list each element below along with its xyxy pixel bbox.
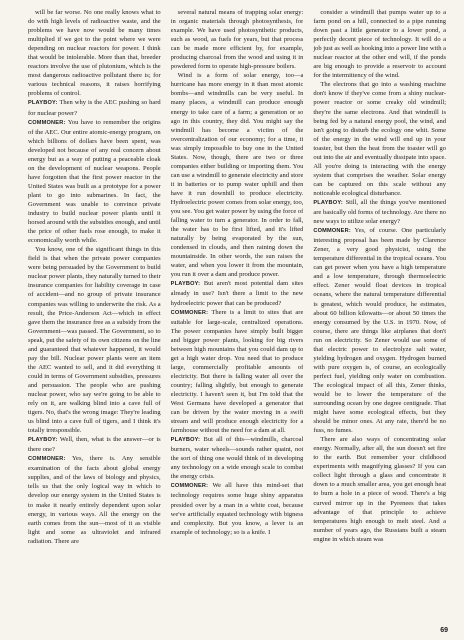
speaker-label: COMMONER: xyxy=(170,483,209,490)
paragraph-text: You know, one of the significant things in this field is that when the private power companies were being persuaded by the Government to build nuclear power plants, they naturally turned to their insurance companies for liability coverage in case of accident—and no group of private insurance companies was willing to underwrite the risk. As a result, the Price-Anderson Act—which in effect gave them the insurance free as a subsidy from the Government—was passed. The Government, so to speak, put the safety of its own citizens on the line and guaranteed that whatever happened, it would pay the bill. Nuclear power plants were an item the AEC wanted to sell, and it did everything it could in terms of Government subsidies, pressures and persuasion. The people who are pushing nuclear power, who say we're going to be able to rely on it, are walking blind into a cave full of tigers. No, that's the wrong image: They're leading us blind into a cave full of tigers, and I think it's totally irresponsible. xyxy=(28,246,161,435)
dialogue-paragraph xyxy=(313,226,446,435)
paragraph-text: The electrons that go into a washing machine don't know if they've come from a shiny nuclear-power reactor or some creaky old windmill; they're the same electrons. And that windmill is being fed by a natural energy pool, the wind, and isn't going to disturb the ecology one whit. Some of the energy in the wind will end up in your toaster, but then the heat from the toaster will go out into the air and eventually dissipate into space. All you're doing is interacting with the energy system that comprises the weather. Solar energy can be captured on this scale without any noticeable ecological disturbance. xyxy=(313,81,447,197)
speaker-label: PLAYBOY: xyxy=(170,437,201,444)
paragraph-text: several natural means of trapping solar energy: in organic materials through photosynthesis, for example. We have used photosynthetic products, such as wood, as fuels for years, but that process can be made more efficient by, for example, producing charcoal from the wood and using it in powdered form to operate high-pressure boilers. xyxy=(170,9,304,71)
paragraph-text: consider a windmill that pumps water up to a farm pond on a hill, connected to a pipe running down past a little generator to a lower pond, a perfectly decent piece of technology. It will do a job just as well as hooking into a power line with a nuclear reactor at the other end will, if the ponds are big enough to provide a reservoir to account for the intermittency of the wind. xyxy=(313,9,447,80)
text-column xyxy=(28,8,161,628)
body-paragraph xyxy=(171,8,304,71)
text-column xyxy=(171,8,304,628)
dialogue-paragraph xyxy=(28,98,161,117)
paragraph-text: Then why is the AEC pushing so hard for nuclear power? xyxy=(28,99,161,117)
speaker-label: PLAYBOY: xyxy=(28,100,58,107)
paragraph-text: Still, all the things you've mentioned are basically old forms of technology. Are there no new ways to utilize solar energy? xyxy=(313,198,447,226)
dialogue-paragraph xyxy=(313,198,446,226)
paragraph-text: But all of this—windmills, charcoal burners, water wheels—sounds rather quaint, not the sort of thing one would think of in developing any technology on a wide enough scale to combat the energy crisis. xyxy=(170,436,304,481)
paragraph-text: Yes, there is. Any sensible examination of the facts about global energy supplies, and of the laws of biology and physics, tells us that the only logical way in which to develop our energy system in the United States is to make it nearly entirely dependent upon solar energy, in various ways. All the energy on the earth comes from the sun—most of it as visible light and some as ultraviolet and infrared radiation. There are xyxy=(28,455,161,545)
dialogue-paragraph xyxy=(28,435,161,454)
speaker-label: COMMONER: xyxy=(313,228,351,235)
dialogue-paragraph xyxy=(28,454,161,545)
body-paragraph xyxy=(28,245,161,435)
body-paragraph xyxy=(313,80,446,198)
paragraph-text: You have to remember the origins of the AEC. Our entire atomic-energy program, on which billions of dollars have been spent, was developed not because of any real concern about energy but as a way of putting a peaceable cloak on the development of nuclear weapons. People have forgotten that the first power reactor in the United States was built as a prototype for a power plant to go into submarines. In fact, the Government was unable to convince private industry to build nuclear power plants until it horsed around with the subsidies enough, and until the price of other fuels rose enough, to make it economically worth while. xyxy=(28,118,161,245)
paragraph-text: Well, then, what is the answer—or is there one? xyxy=(28,436,161,454)
paragraph-text: Yes, of course. One particularly interesting proposal has been made by Clarence Zener, a very good physicist, using the temperature differential in the tropical oceans. You can get power when you have a high temperature and a low temperature, through thermoelectric effect. Zener would float devices in tropical oceans, where the natural temperature differential is greatest, which would produce, he estimates, about 60 billion kilowatts—or about 50 times the energy consumed by the U.S. in 1970. Now, of course, there are things like airplanes that don't run on electricity. So Zener would use some of that electric power to electrolyze salt water, yielding hydrogen and oxygen. Hydrogen burned with pure oxygen is, of course, an ecologically perfect fuel, yielding only water on combustion. The ecological impact of all this, Zener thinks, would be to lower the temperature of the surrounding ocean by one degree centigrade. That might have some ecological effects, but they should be minor ones. At any rate, there'd be no fuss, no fumes. xyxy=(313,227,447,435)
page-number: 69 xyxy=(440,627,448,634)
speaker-label: COMMONER: xyxy=(28,119,66,126)
dialogue-paragraph xyxy=(171,435,304,481)
body-paragraph xyxy=(171,71,304,279)
paragraph-text: There are also ways of concentrating solar energy. Normally, after all, the sun doesn't set fire to the earth. But remember your childhood experiments with magnifying glasses? If you can collect light through a glass and concentrate it down to a much smaller area, you get enough heat to burn a hole in a piece of wood. There's a big curved mirror up in the Pyrenees that takes advantage of that principle to achieve temperatures high enough to melt steel. And a number of years ago, the Russians built a steam engine in which steam was xyxy=(313,436,447,543)
speaker-label: PLAYBOY: xyxy=(28,437,58,444)
paragraph-text: will be far worse. No one really knows what to do with high levels of radioactive waste, and the problems we have now would be many times multiplied if we got to the point where we were depending on nuclear reactors for power. I think that would be intolerable. More than that, breeder reactors involve the use of plutonium, which is the most dangerous radioactive pollutant there is; for various technical reasons, it raises horrifying problems of control. xyxy=(28,9,161,98)
dialogue-paragraph xyxy=(171,308,304,436)
text-columns xyxy=(28,8,446,628)
speaker-label: COMMONER: xyxy=(28,456,66,463)
dialogue-paragraph xyxy=(171,481,304,536)
text-column xyxy=(313,8,446,628)
speaker-label: COMMONER: xyxy=(170,309,209,316)
paragraph-text: Wind is a form of solar energy, too—a hurricane has more energy in it than most atomic bombs—and windmills can be very useful. In many places, a windmill can produce enough energy to take care of a farm; a generation or so ago in this country, they did. You might say the windmill has become a victim of the overcentralization of our economy; for a time, it was simply impossible to buy one in the United States. Now, though, there are two or three companies either building or importing them. You can use a windmill to generate electricity and store it in batteries or to pump water uphill and then have it run downhill to produce electricity. Hydroelectric power comes from solar energy, too, you see. You get water power by using the force of falling water to turn a generator. In order to fall, the water has to be first lifted, and it's lifted naturally by being evaporated by the sun, condensed in clouds, and then raining down the mountainside. In other words, the sun raises the water, and when you lower it from the mountain, you run it over a dam and produce power. xyxy=(170,72,304,279)
dialogue-paragraph xyxy=(28,118,161,246)
paragraph-text: We all have this mind-set that technology requires some huge shiny apparatus presided over by a man in a white coat, because we've artificially equated technology with bigness and complexity. But you know, a lever is an example of technology; so is a knife. I xyxy=(170,482,304,536)
paragraph-text: There is a limit to sites that are suitable for large-scale, centralized operations. The power companies have simply built bigger and bigger power plants, looking for big rivers between high mountains that you could dam up to get a high water drop. You need that to produce large, commercially profitable amounts of electricity. But there is falling water all over the country; falling slightly, but enough to generate electricity. I haven't seen it, but I'm told that the West Germans have developed a generator that can be driven by the water moving in a swift stream and will produce enough electricity for a farmhouse without the need for a dam at all. xyxy=(170,308,304,435)
body-paragraph xyxy=(313,435,446,544)
dialogue-paragraph xyxy=(171,279,304,307)
speaker-label: PLAYBOY: xyxy=(313,199,343,206)
body-paragraph xyxy=(313,8,446,80)
speaker-label: PLAYBOY: xyxy=(170,281,201,288)
paragraph-text: But aren't most potential dam sites already in use? Isn't there a limit to the new hydroelectric power that can be produced? xyxy=(170,280,304,307)
body-paragraph xyxy=(28,8,161,98)
